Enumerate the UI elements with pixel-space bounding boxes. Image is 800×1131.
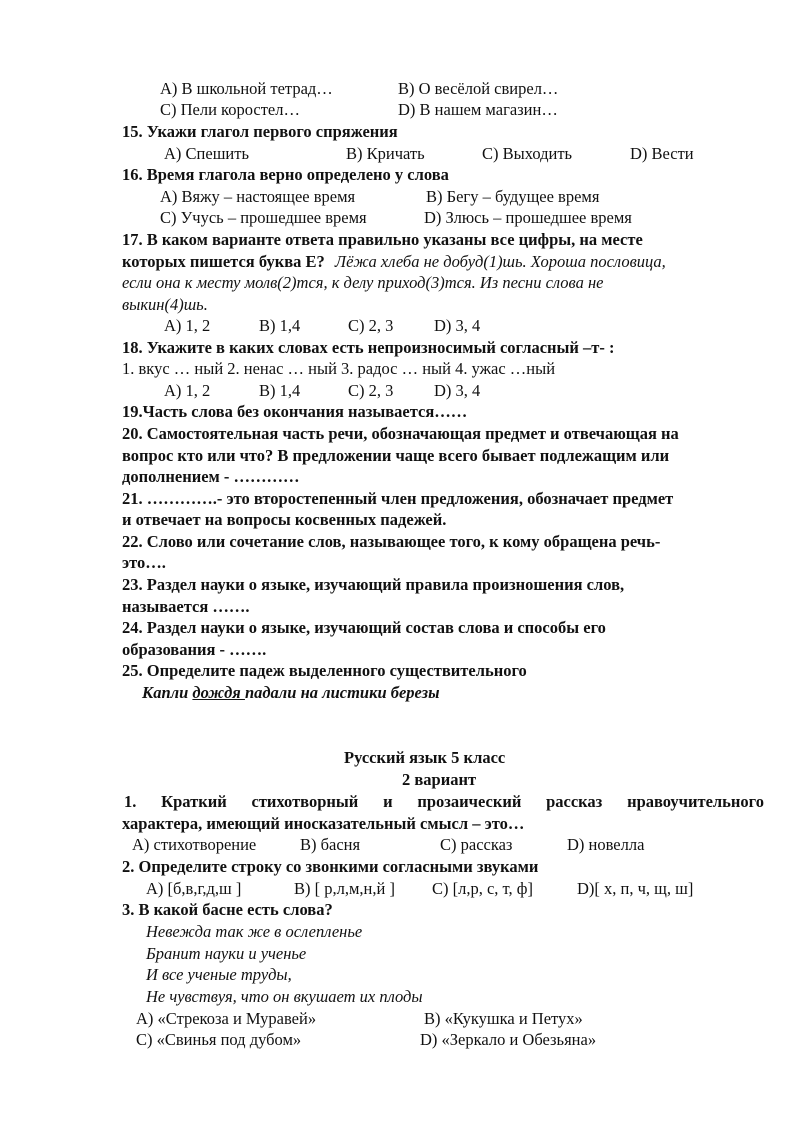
q15-option-b: B) Кричать [346,144,425,163]
v2-q3-option-a: A) «Стрекоза и Муравей» [136,1009,317,1028]
q15-option-a: A) Спешить [164,144,249,163]
q18-option-a: A) 1, 2 [164,381,211,400]
v2-q1-line2: характера, имеющий иносказательный смысл – это… [122,814,525,833]
variant2-title: Русский язык 5 класс [344,748,506,767]
q14-option-c: C) Пели коростел… [160,100,300,119]
v2-q2-question: 2. Определите строку со звонкими согласными звуками [122,857,539,876]
q15-question: 15. Укажи глагол первого спряжения [122,122,398,141]
q23-line1: 23. Раздел науки о языке, изучающий правила произношения слов, [122,575,625,594]
q18-option-c: C) 2, 3 [348,381,394,400]
q21-line1: 21. ………….- это второстепенный член предложения, обозначает предмет [122,489,674,508]
q17-question-bold: которых пишется буква Е? [122,252,325,271]
q15-option-d: D) Вести [630,144,694,163]
v2-q2-option-d: D)[ х, п, ч, щ, ш] [577,879,694,898]
q25-sentence [142,682,440,703]
q16-option-c: C) Учусь – прошедшее время [160,208,367,227]
q16-option-a: A) Вяжу – настоящее время [160,187,356,206]
v2-q3-verse-line1: Невежда так же в ослепленье [146,922,363,941]
q25-highlighted-noun: дождя [192,683,245,702]
q18-option-d: D) 3, 4 [434,381,481,400]
q17-question-line1: 17. В каком варианте ответа правильно указаны все цифры, на месте [122,230,643,249]
v2-q1-option-b: B) басня [300,835,361,854]
v2-q2-option-c: C) [л,р, с, т, ф] [432,879,533,898]
q19-question: 19.Часть слова без окончания называется…… [122,402,468,421]
q14-option-a: A) В школьной тетрад… [160,79,333,98]
variant2-subtitle: 2 вариант [402,770,477,789]
q17-example-text: Лёжа хлеба не добуд(1)шь. Хороша пословица, [334,252,666,271]
q20-line2: вопрос кто или что? В предложении чаще всего бывает подлежащим или [122,446,670,465]
v2-q3-option-b: B) «Кукушка и Петух» [424,1009,583,1028]
q20-line3: дополнением - ………… [122,467,300,486]
q18-option-b: B) 1,4 [259,381,301,400]
q18-words: 1. вкус … ный 2. ненас … ный 3. радос … ный 4. ужас …ный [122,359,556,378]
q17-question-line2 [122,251,666,272]
q17-option-a: A) 1, 2 [164,316,211,335]
v2-q2-option-a: A) [б,в,г,д,ш ] [146,879,242,898]
v2-q3-verse-line3: И все ученые труды, [146,965,292,984]
v2-q3-question: 3. В какой басне есть слова? [122,900,333,919]
q17-example-line3: если она к месту молв(2)тся, к делу приход(3)тся. Из песни слова не [122,273,604,292]
q25-sentence-end: падали на листики березы [244,683,440,702]
q21-line2: и отвечает на вопросы косвенных падежей. [122,510,447,529]
v2-q1-option-a: A) стихотворение [132,835,257,854]
v2-q3-option-d: D) «Зеркало и Обезьяна» [420,1030,597,1049]
q22-line1: 22. Слово или сочетание слов, называющее того, к кому обращена речь- [122,532,661,551]
v2-q1-option-c: C) рассказ [440,835,513,854]
q15-option-c: C) Выходить [482,144,573,163]
v2-q1-line1: 1. Краткий стихотворный и прозаический рассказ нравоучительного [124,792,764,811]
v2-q1-option-d: D) новелла [567,835,645,854]
q17-option-c: C) 2, 3 [348,316,394,335]
q17-option-b: B) 1,4 [259,316,301,335]
q18-question: 18. Укажите в каких словах есть непроизносимый согласный –т- : [122,338,615,357]
q25-question: 25. Определите падеж выделенного существительного [122,661,527,680]
q22-line2: это…. [122,553,166,572]
q16-option-d: D) Злюсь – прошедшее время [424,208,632,227]
q14-option-d: D) В нашем магазин… [398,100,558,119]
q25-sentence-start: Капли [142,683,193,702]
q16-option-b: B) Бегу – будущее время [426,187,600,206]
v2-q3-verse-line4: Не чувствуя, что он вкушает их плоды [146,987,423,1006]
q23-line2: называется ……. [122,597,250,616]
v2-q2-option-b: B) [ р,л,м,н,й ] [294,879,395,898]
q16-question: 16. Время глагола верно определено у слова [122,165,449,184]
q17-option-d: D) 3, 4 [434,316,481,335]
q17-example-line4: выкин(4)шь. [122,295,208,314]
q20-line1: 20. Самостоятельная часть речи, обозначающая предмет и отвечающая на [122,424,679,443]
v2-q3-verse-line2: Бранит науки и ученье [146,944,307,963]
q24-line2: образования - ……. [122,640,267,659]
q24-line1: 24. Раздел науки о языке, изучающий состав слова и способы его [122,618,606,637]
q14-option-b: B) О весёлой свирел… [398,79,559,98]
v2-q3-option-c: C) «Свинья под дубом» [136,1030,302,1049]
